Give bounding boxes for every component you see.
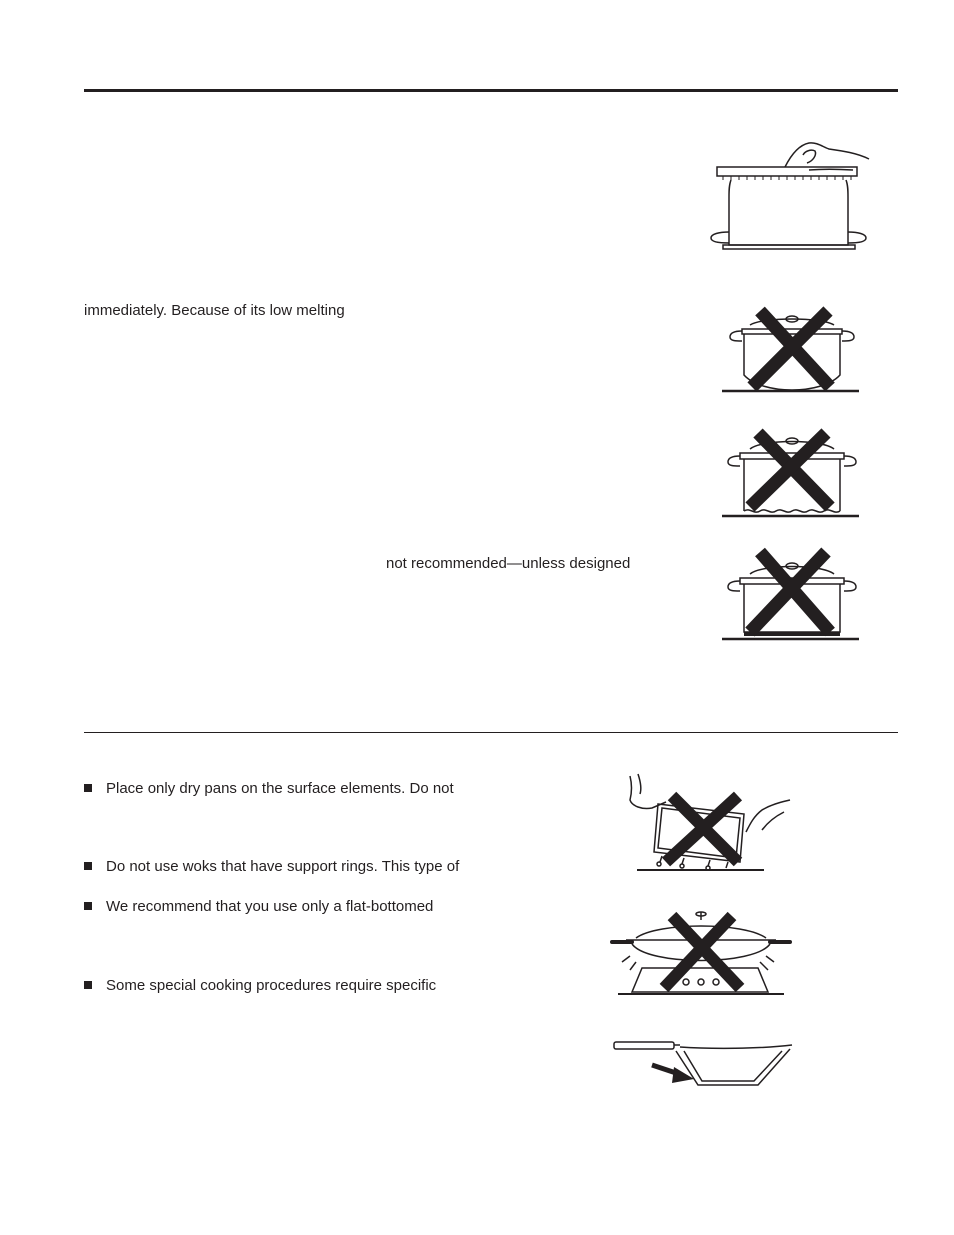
crossed-out-wet-pan-icon	[622, 770, 797, 875]
bullet-text: Some special cooking procedures require specific	[106, 977, 437, 994]
flat-bottomed-wok-icon	[610, 1035, 800, 1095]
text-line-melting: immediately. Because of its low melting	[84, 302, 345, 319]
square-bullet-icon	[84, 981, 92, 989]
bullet-text: Place only dry pans on the surface elements. Do not	[106, 780, 454, 797]
bullet-special-procedures	[84, 977, 436, 995]
text-line-not-recommended: not recommended—unless designed	[386, 555, 631, 572]
bullet-text: We recommend that you use only a flat-bottomed	[106, 898, 434, 915]
square-bullet-icon	[84, 902, 92, 910]
bullet-flat-bottomed	[84, 898, 433, 916]
crossed-out-pot-uneven-bottom-icon	[722, 425, 862, 520]
crossed-out-pot-on-element-icon	[722, 548, 862, 643]
top-rule	[84, 89, 898, 92]
bullet-dry-pans	[84, 780, 454, 798]
bullet-support-rings	[84, 858, 459, 876]
bullet-text: Do not use woks that have support rings. This type of	[106, 858, 460, 875]
flat-pan-with-ruler-icon	[705, 135, 875, 260]
section-divider	[84, 732, 898, 733]
crossed-out-wok-with-ring-icon	[608, 908, 793, 998]
square-bullet-icon	[84, 784, 92, 792]
square-bullet-icon	[84, 862, 92, 870]
crossed-out-pot-curved-bottom-icon	[722, 305, 862, 395]
